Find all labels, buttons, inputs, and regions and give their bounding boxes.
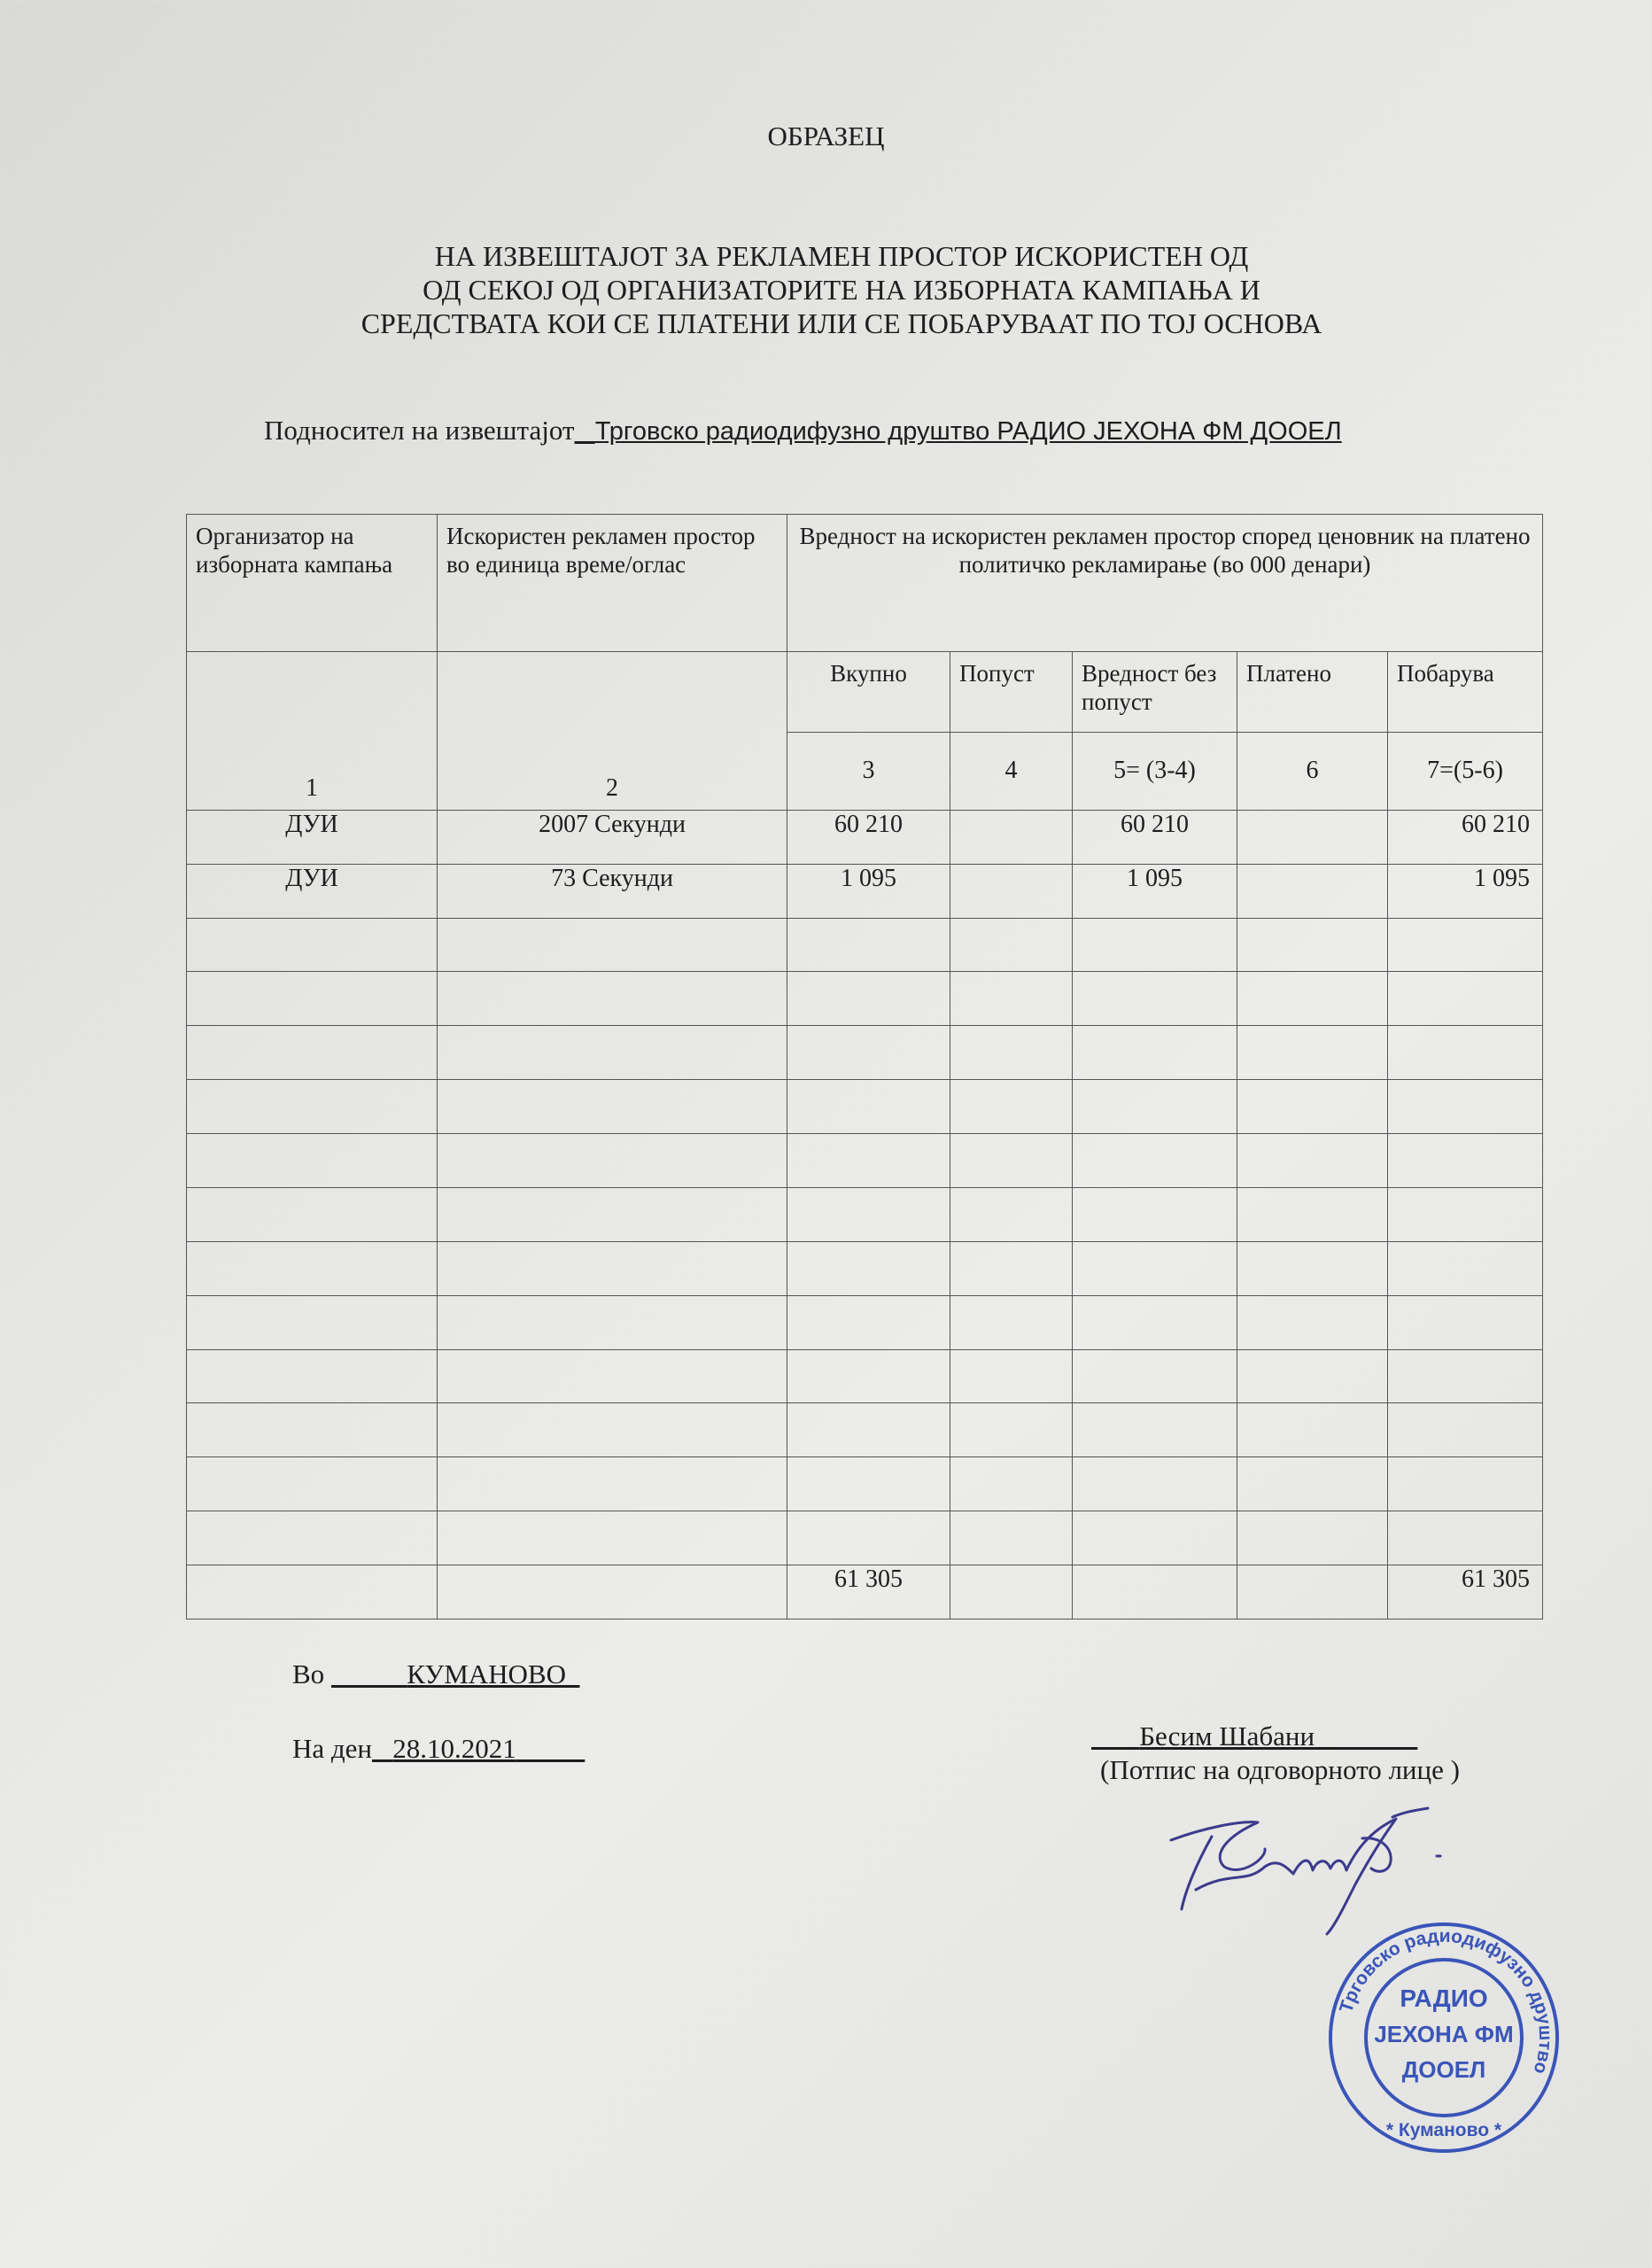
table-cell	[1237, 1295, 1388, 1349]
table-cell	[438, 1457, 787, 1511]
stamp-ring-text: Трговско радиодифузно друштво	[1336, 1925, 1556, 2077]
table-cell	[438, 918, 787, 972]
table-cell	[1388, 1403, 1543, 1457]
table-row	[187, 1026, 1543, 1080]
table-cell	[950, 1134, 1073, 1188]
table-cell	[1237, 1349, 1388, 1403]
submitter-value: Трговско радиодифузно друштво РАДИО ЈЕХОНА ФМ ДООЕЛ	[594, 417, 1342, 446]
table-cell	[1073, 1349, 1237, 1403]
table-cell	[1237, 1134, 1388, 1188]
table-cell: ДУИ	[187, 864, 438, 918]
table-cell	[438, 1295, 787, 1349]
table-cell	[1237, 1565, 1388, 1619]
header-organizer: Организатор на изборната кампања	[187, 515, 438, 652]
table-cell	[787, 1349, 950, 1403]
table-row	[187, 1080, 1543, 1134]
table-cell	[787, 1080, 950, 1134]
col-number-6: 6	[1237, 732, 1388, 810]
stamp-bottom-text: * Куманово *	[1385, 2120, 1502, 2140]
table-cell: 60 210	[1388, 810, 1543, 864]
table-cell	[1388, 1241, 1543, 1295]
table-cell	[187, 1241, 438, 1295]
table-cell	[1388, 1080, 1543, 1134]
handwritten-signature	[1160, 1785, 1453, 1940]
table-cell	[187, 1565, 438, 1619]
form-title: ОБРАЗЕЦ	[767, 120, 885, 151]
submitter-line	[264, 415, 1342, 447]
table-cell	[950, 1511, 1073, 1565]
table-cell	[950, 972, 1073, 1026]
table-cell: 61 305	[1388, 1565, 1543, 1619]
table-cell	[1073, 972, 1237, 1026]
table-cell: 1 095	[1388, 864, 1543, 918]
stamp-line-2: ЈЕХОНА ФМ	[1374, 2021, 1514, 2047]
table-cell	[187, 1349, 438, 1403]
table-cell	[438, 1187, 787, 1241]
table-cell	[950, 1403, 1073, 1457]
table-cell	[438, 1403, 787, 1457]
table-cell	[187, 1295, 438, 1349]
col-number-7: 7=(5-6)	[1388, 732, 1543, 810]
place-label: Во	[292, 1658, 325, 1689]
table-cell	[187, 972, 438, 1026]
signer-name-line	[1091, 1720, 1417, 1752]
table-cell	[1388, 1295, 1543, 1349]
table-row	[187, 1187, 1543, 1241]
table-cell	[950, 1457, 1073, 1511]
table-cell	[950, 1565, 1073, 1619]
table-cell	[1237, 1241, 1388, 1295]
table-row	[187, 1134, 1543, 1188]
table-cell	[787, 1457, 950, 1511]
table-cell: 60 210	[1073, 810, 1237, 864]
stamp-line-1: РАДИО	[1400, 1984, 1488, 2012]
table-row	[187, 918, 1543, 972]
table-cell	[1073, 1026, 1237, 1080]
heading-line-1: НА ИЗВЕШТАЈОТ ЗА РЕКЛАМЕН ПРОСТОР ИСКОРИСТЕН ОД	[434, 240, 1249, 272]
table-cell	[787, 1295, 950, 1349]
table-cell	[1073, 1134, 1237, 1188]
table-cell	[1073, 1295, 1237, 1349]
table-cell	[1388, 1134, 1543, 1188]
table-cell	[1073, 918, 1237, 972]
table-cell	[950, 1026, 1073, 1080]
heading-line-2: ОД СЕКОЈ ОД ОРГАНИЗАТОРИТЕ НА ИЗБОРНАТА КАМПАЊА И	[423, 274, 1260, 306]
date-value: 28.10.2021	[392, 1733, 516, 1764]
table-cell	[1073, 1241, 1237, 1295]
table-cell	[950, 1187, 1073, 1241]
table-cell: 60 210	[787, 810, 950, 864]
table-cell	[187, 1403, 438, 1457]
col-number-4: 4	[950, 732, 1073, 810]
table-cell: 1 095	[1073, 864, 1237, 918]
table-cell	[1237, 1403, 1388, 1457]
table-cell	[438, 1241, 787, 1295]
table-cell	[1073, 1565, 1237, 1619]
table-row	[187, 864, 1543, 918]
col-number-1: 1	[187, 652, 438, 810]
table-cell	[787, 972, 950, 1026]
table-row	[187, 972, 1543, 1026]
subheader-value-without-discount: Вредност без попуст	[1073, 652, 1237, 732]
subheader-paid: Платено	[1237, 652, 1388, 732]
table-cell	[187, 1511, 438, 1565]
table-cell: 73 Секунди	[438, 864, 787, 918]
table-cell	[438, 1134, 787, 1188]
table-cell	[1073, 1457, 1237, 1511]
table-cell	[1073, 1080, 1237, 1134]
col-number-3: 3	[787, 732, 950, 810]
table-row	[187, 1241, 1543, 1295]
table-cell	[1237, 972, 1388, 1026]
table-row	[187, 1295, 1543, 1349]
subheader-receivable: Побарува	[1388, 652, 1543, 732]
table-cell: ДУИ	[187, 810, 438, 864]
table-cell	[787, 1403, 950, 1457]
date-label: На ден	[292, 1733, 373, 1764]
table-cell	[1073, 1187, 1237, 1241]
subheader-total: Вкупно	[787, 652, 950, 732]
table-cell	[950, 1349, 1073, 1403]
table-cell	[787, 1241, 950, 1295]
table-cell	[950, 918, 1073, 972]
table-cell	[438, 1511, 787, 1565]
signer-name: Бесим Шабани	[1139, 1720, 1315, 1751]
table-cell	[1073, 1511, 1237, 1565]
table-cell	[1388, 1457, 1543, 1511]
table-cell	[1388, 1026, 1543, 1080]
stamp-line-3: ДООЕЛ	[1401, 2056, 1486, 2083]
signer-caption: (Потпис на одговорното лице )	[1100, 1754, 1460, 1785]
table-cell	[438, 1080, 787, 1134]
table-cell	[950, 1295, 1073, 1349]
date-line	[292, 1733, 585, 1765]
table-cell	[950, 864, 1073, 918]
table-cell	[1388, 972, 1543, 1026]
table-cell	[1388, 918, 1543, 972]
table-row	[187, 1349, 1543, 1403]
table-cell	[1237, 1026, 1388, 1080]
table-cell	[1388, 1349, 1543, 1403]
place-value: КУМАНОВО	[407, 1658, 566, 1689]
report-table	[186, 514, 1542, 1619]
table-cell	[187, 1080, 438, 1134]
table-cell	[1388, 1511, 1543, 1565]
table-row	[187, 810, 1543, 864]
table-cell	[1237, 864, 1388, 918]
heading-line-3: СРЕДСТВАТА КОИ СЕ ПЛАТЕНИ ИЛИ СЕ ПОБАРУВААТ ПО ТОЈ ОСНОВА	[361, 307, 1322, 339]
header-value-group: Вредност на искористен рекламен простор според ценовник на платено политичко рекламирање (во 000 денари)	[787, 515, 1543, 652]
table-row	[187, 1457, 1543, 1511]
table-cell	[187, 1134, 438, 1188]
table-cell	[950, 810, 1073, 864]
table-cell	[787, 1511, 950, 1565]
header-ad-space: Искористен рекламен простор во единица време/оглас	[438, 515, 787, 652]
table-cell: 2007 Секунди	[438, 810, 787, 864]
table-cell	[187, 1187, 438, 1241]
table-cell	[787, 918, 950, 972]
table-cell	[438, 1026, 787, 1080]
table-cell	[787, 1187, 950, 1241]
company-stamp	[1324, 1918, 1563, 2162]
place-line	[292, 1658, 579, 1690]
table-row	[187, 1403, 1543, 1457]
totals-row	[187, 1565, 1543, 1619]
table-cell	[1388, 1187, 1543, 1241]
table-cell	[1237, 1080, 1388, 1134]
table-cell	[1237, 1511, 1388, 1565]
table-cell	[950, 1080, 1073, 1134]
table-cell	[1237, 1457, 1388, 1511]
col-number-2: 2	[438, 652, 787, 810]
table-cell	[1237, 810, 1388, 864]
col-number-5: 5= (3-4)	[1073, 732, 1237, 810]
table-row	[187, 1511, 1543, 1565]
table-cell	[187, 1457, 438, 1511]
table-cell	[787, 1026, 950, 1080]
table-cell	[187, 1026, 438, 1080]
subheader-discount: Попуст	[950, 652, 1073, 732]
table-cell	[1237, 1187, 1388, 1241]
table-cell: 1 095	[787, 864, 950, 918]
table-body	[187, 810, 1543, 1619]
table-cell	[950, 1241, 1073, 1295]
table-cell: 61 305	[787, 1565, 950, 1619]
table-cell	[1073, 1403, 1237, 1457]
table-cell	[787, 1134, 950, 1188]
table-cell	[187, 918, 438, 972]
table-cell	[438, 1349, 787, 1403]
submitter-label: Подносител на извештајот	[264, 415, 575, 446]
table-cell	[1237, 918, 1388, 972]
table-cell	[438, 972, 787, 1026]
table-cell	[438, 1565, 787, 1619]
